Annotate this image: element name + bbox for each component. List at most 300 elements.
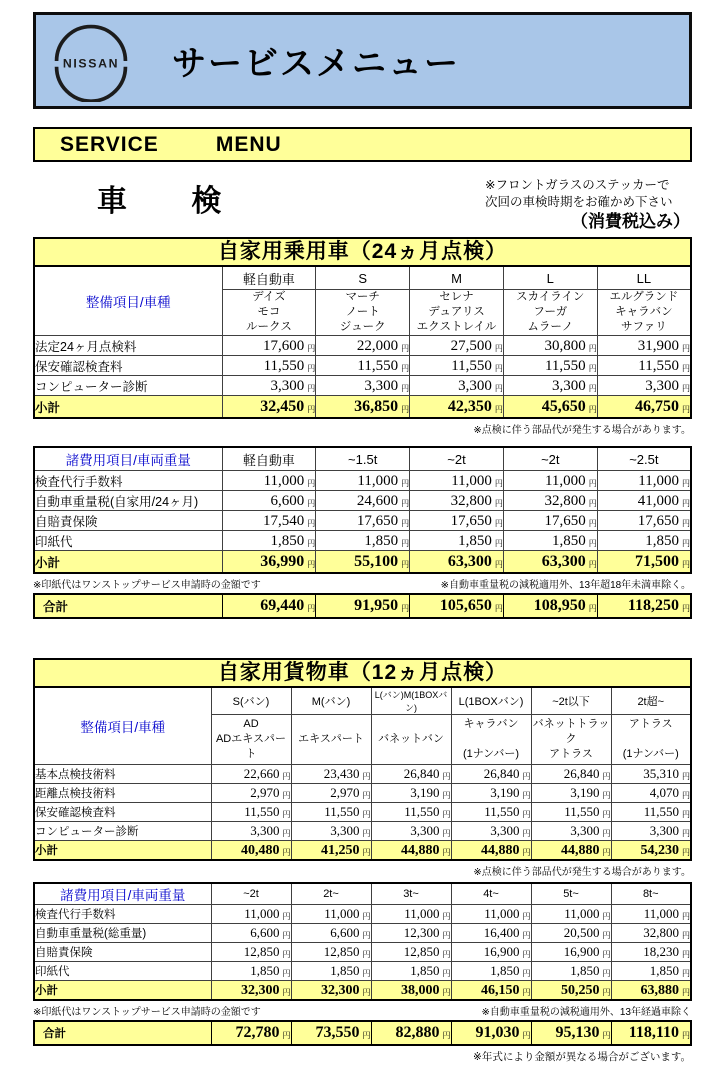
price-cell [451, 943, 531, 962]
fees-subtotal-row [34, 551, 691, 574]
price-cell [316, 336, 410, 356]
tax-included-note: （消費税込み） [571, 212, 690, 231]
maintenance-row [34, 765, 691, 784]
price-value: 11,000 [263, 472, 305, 489]
vehicle-class-header: ~2t以下 [531, 687, 611, 715]
price-value: 63,300 [541, 552, 586, 570]
price-cell [222, 511, 316, 531]
price-cell [410, 471, 504, 491]
price-cell [451, 905, 531, 924]
price-value: 91,950 [354, 597, 399, 614]
vehicle-models-cell [611, 715, 691, 765]
yen-suffix: 円 [522, 969, 531, 978]
price-value: 118,110 [628, 1024, 679, 1041]
vehicle-models-cell [291, 715, 371, 765]
price-cell [611, 803, 691, 822]
price-value: 35,310 [643, 766, 679, 781]
price-cell [611, 905, 691, 924]
row-label: 距離点検技術料 [34, 784, 211, 803]
price-cell [410, 356, 504, 376]
vehicle-models-cell [597, 290, 691, 336]
service-word: SERVICE [60, 132, 159, 156]
yen-suffix: 円 [588, 383, 597, 393]
price-value: 16,900 [483, 944, 520, 959]
yen-suffix: 円 [307, 538, 316, 548]
price-value: 16,900 [563, 944, 600, 959]
model-name: アトラス [628, 718, 673, 730]
price-value: 71,500 [635, 552, 679, 570]
yen-suffix: 円 [602, 950, 611, 959]
yen-suffix: 円 [682, 969, 690, 978]
price-cell [451, 981, 531, 1001]
price-cell [316, 531, 410, 551]
price-value: 82,880 [395, 1024, 440, 1041]
price-value: 41,000 [637, 492, 679, 509]
vehicle-models-cell [531, 715, 611, 765]
price-cell [291, 765, 371, 784]
price-cell [531, 803, 611, 822]
price-value: 11,550 [357, 357, 399, 374]
yen-suffix: 円 [522, 988, 531, 997]
price-cell [531, 924, 611, 943]
price-value: 3,300 [570, 823, 600, 838]
yen-suffix: 円 [588, 363, 597, 373]
yen-suffix: 円 [494, 518, 503, 528]
fees-header-row [34, 883, 691, 905]
model-name: セレナ [439, 291, 474, 303]
price-cell [597, 491, 691, 511]
model-name [452, 732, 531, 747]
page [33, 0, 692, 1063]
row-label: 保安確認検査料 [34, 803, 211, 822]
yen-suffix: 円 [282, 988, 291, 997]
price-cell [316, 551, 410, 574]
price-cell [371, 803, 451, 822]
yen-suffix: 円 [682, 829, 690, 838]
yen-suffix: 円 [588, 478, 597, 488]
yen-suffix: 円 [494, 383, 503, 393]
price-value: 1,850 [490, 963, 520, 978]
price-value: 2,970 [330, 785, 360, 800]
price-value: 36,850 [354, 397, 399, 415]
yen-suffix: 円 [401, 478, 410, 488]
price-value: 32,800 [544, 492, 586, 509]
model-name: デイズ [252, 291, 286, 303]
price-cell [597, 594, 691, 618]
price-cell [222, 376, 316, 396]
weight-tax-note: ※自動車重量税の減税適用外、13年経過車除く [481, 1007, 691, 1018]
price-cell [316, 356, 410, 376]
price-cell [211, 905, 291, 924]
yen-suffix: 円 [602, 988, 611, 997]
price-cell [410, 511, 504, 531]
model-name: エクストレイル [416, 321, 497, 333]
price-value: 11,550 [484, 804, 520, 819]
yen-suffix: 円 [307, 343, 316, 353]
price-cell [410, 396, 504, 419]
maintenance-row [34, 784, 691, 803]
price-value: 55,100 [354, 552, 399, 570]
yen-suffix: 円 [682, 810, 690, 819]
price-cell [371, 981, 451, 1001]
fees-header-row [34, 447, 691, 471]
passenger-price-section [33, 237, 692, 619]
yen-suffix: 円 [494, 478, 503, 488]
price-cell [611, 924, 691, 943]
price-value: 44,880 [401, 843, 440, 858]
yen-suffix: 円 [682, 912, 690, 921]
yen-suffix: 円 [401, 559, 410, 569]
price-cell [503, 531, 597, 551]
yen-suffix: 円 [682, 383, 690, 393]
price-cell [531, 841, 611, 861]
price-cell [531, 981, 611, 1001]
fees-row [34, 491, 691, 511]
parts-cost-note: ※点検に伴う部品代が発生する場合があります。 [473, 425, 691, 436]
price-cell [410, 376, 504, 396]
price-cell [451, 841, 531, 861]
price-cell [371, 784, 451, 803]
price-cell [211, 1021, 291, 1045]
passenger-maintenance-table [33, 265, 692, 419]
price-value: 3,300 [270, 377, 305, 394]
price-value: 6,600 [250, 925, 280, 940]
row-label: 自賠責保険 [34, 511, 222, 531]
yen-suffix: 円 [588, 404, 597, 414]
yen-suffix: 円 [682, 604, 690, 613]
price-cell [211, 962, 291, 981]
price-value: 12,850 [243, 944, 280, 959]
yen-suffix: 円 [588, 343, 597, 353]
price-cell [371, 1021, 451, 1045]
price-cell [531, 765, 611, 784]
weight-class-header: ~1.5t [316, 447, 410, 471]
row-label: コンピューター診断 [34, 822, 211, 841]
price-cell [597, 471, 691, 491]
yen-suffix: 円 [362, 1031, 371, 1040]
weight-class-header: ~2.5t [597, 447, 691, 471]
yen-suffix: 円 [442, 848, 451, 857]
yen-suffix: 円 [682, 791, 690, 800]
price-value: 11,550 [404, 804, 440, 819]
model-name: ムラーノ [527, 321, 574, 333]
fees-corner-label: 諸費用項目/車両重量 [34, 447, 222, 471]
model-name: マーチ [345, 291, 380, 303]
yen-suffix: 円 [362, 848, 371, 857]
weight-class-header: 2t~ [291, 883, 371, 905]
yen-suffix: 円 [682, 363, 690, 373]
price-cell [291, 981, 371, 1001]
price-cell [611, 981, 691, 1001]
yen-suffix: 円 [442, 931, 451, 940]
vehicle-models-cell [410, 290, 504, 336]
yen-suffix: 円 [522, 848, 531, 857]
model-year-note: ※年式により金額が異なる場合がございます。 [473, 1051, 691, 1063]
vehicle-models-cell [371, 715, 451, 765]
yen-suffix: 円 [494, 498, 503, 508]
price-cell [597, 511, 691, 531]
price-cell [503, 551, 597, 574]
price-cell [503, 376, 597, 396]
price-cell [531, 962, 611, 981]
row-label: 基本点検技術料 [34, 765, 211, 784]
yen-suffix: 円 [682, 404, 690, 414]
price-value: 3,300 [649, 823, 679, 838]
yen-suffix: 円 [282, 791, 291, 800]
price-value: 69,440 [260, 597, 305, 614]
price-cell [222, 336, 316, 356]
price-cell [291, 841, 371, 861]
total-row [34, 1021, 691, 1045]
price-value: 2,970 [250, 785, 280, 800]
maintenance-row [34, 822, 691, 841]
price-cell [611, 943, 691, 962]
price-cell [531, 784, 611, 803]
price-value: 50,250 [561, 983, 600, 998]
shaken-section-title [97, 176, 221, 220]
nissan-logo-icon [50, 20, 132, 102]
price-cell [291, 1021, 371, 1045]
maintenance-corner-label: 整備項目/車種 [34, 687, 211, 765]
maintenance-row [34, 803, 691, 822]
weight-tax-note: ※自動車重量税の減税適用外、13年超18年未満車除く。 [440, 580, 691, 591]
price-value: 108,950 [533, 597, 586, 614]
weight-class-header: ~2t [410, 447, 504, 471]
price-value: 17,600 [263, 337, 305, 354]
price-value: 11,000 [357, 472, 399, 489]
price-cell [222, 356, 316, 376]
yen-suffix: 円 [282, 969, 291, 978]
yen-suffix: 円 [401, 343, 410, 353]
price-value: 17,650 [637, 512, 679, 529]
parts-cost-note: ※点検に伴う部品代が発生する場合があります。 [473, 867, 691, 878]
model-name: バネットバン [378, 733, 444, 745]
price-value: 1,850 [551, 532, 586, 549]
price-value: 1,850 [649, 963, 679, 978]
yen-suffix: 円 [682, 848, 690, 857]
yen-suffix: 円 [442, 1031, 451, 1040]
yen-suffix: 円 [602, 931, 611, 940]
price-value: 73,550 [315, 1024, 360, 1041]
yen-suffix: 円 [588, 518, 597, 528]
price-value: 11,550 [324, 804, 360, 819]
yen-suffix: 円 [282, 848, 291, 857]
vehicle-class-header: L [503, 266, 597, 290]
price-value: 22,660 [243, 766, 280, 781]
yen-suffix: 円 [522, 950, 531, 959]
cargo-table-title: 自家用貨物車（12ヵ月点検） [33, 658, 692, 686]
yen-suffix: 円 [282, 950, 291, 959]
model-name: (1ナンバー) [462, 748, 520, 760]
price-cell [211, 981, 291, 1001]
yen-suffix: 円 [588, 538, 597, 548]
price-value: 41,250 [321, 843, 360, 858]
row-label: 印紙代 [34, 531, 222, 551]
vehicle-class-header: L(1BOXバン) [451, 687, 531, 715]
fees-row [34, 924, 691, 943]
model-name: ADエキスパート [215, 733, 287, 760]
price-cell [211, 943, 291, 962]
price-cell [503, 594, 597, 618]
vehicle-class-header: 2t超~ [611, 687, 691, 715]
yen-suffix: 円 [401, 518, 410, 528]
price-value: 1,850 [410, 963, 440, 978]
price-cell [316, 511, 410, 531]
price-value: 11,550 [544, 357, 586, 374]
subtotal-label: 小計 [34, 981, 211, 1001]
yen-suffix: 円 [307, 478, 316, 488]
price-cell [451, 822, 531, 841]
price-value: 17,540 [263, 512, 305, 529]
fees-row [34, 511, 691, 531]
yen-suffix: 円 [494, 559, 503, 569]
price-value: 11,550 [244, 804, 280, 819]
yen-suffix: 円 [362, 829, 371, 838]
yen-suffix: 円 [494, 404, 503, 414]
price-cell [410, 594, 504, 618]
price-value: 105,650 [439, 597, 492, 614]
weight-class-header: 5t~ [531, 883, 611, 905]
yen-suffix: 円 [602, 791, 611, 800]
yen-suffix: 円 [588, 604, 597, 613]
passenger-total-table [33, 593, 692, 619]
price-value: 12,850 [403, 944, 440, 959]
price-cell [597, 356, 691, 376]
yen-suffix: 円 [522, 791, 531, 800]
model-name: AD [243, 718, 259, 730]
subtotal-label: 小計 [34, 396, 222, 419]
row-label: 法定24ヶ月点検料 [34, 336, 222, 356]
price-value: 3,300 [364, 377, 399, 394]
yen-suffix: 円 [401, 363, 410, 373]
maintenance-row [34, 356, 691, 376]
yen-suffix: 円 [682, 772, 690, 781]
model-name: スカイライン [516, 291, 585, 303]
price-cell [611, 822, 691, 841]
price-cell [211, 924, 291, 943]
price-cell [611, 962, 691, 981]
vehicle-models-cell [222, 290, 316, 336]
row-label: 検査代行手数料 [34, 905, 211, 924]
total-label: 合計 [34, 1021, 211, 1045]
price-value: 6,600 [330, 925, 360, 940]
price-cell [371, 841, 451, 861]
price-value: 44,880 [481, 843, 520, 858]
price-cell [291, 962, 371, 981]
price-value: 3,300 [330, 823, 360, 838]
yen-suffix: 円 [362, 791, 371, 800]
yen-suffix: 円 [602, 829, 611, 838]
model-name: キャラバン [615, 306, 673, 318]
price-cell [222, 551, 316, 574]
yen-suffix: 円 [282, 829, 291, 838]
price-value: 54,230 [640, 843, 679, 858]
price-value: 1,850 [250, 963, 280, 978]
fees-row [34, 905, 691, 924]
price-cell [531, 1021, 611, 1045]
vehicle-models-cell [316, 290, 410, 336]
yen-suffix: 円 [522, 1031, 531, 1040]
price-value: 31,900 [637, 337, 679, 354]
price-value: 11,000 [638, 472, 679, 489]
yen-suffix: 円 [602, 772, 611, 781]
price-cell [371, 822, 451, 841]
price-value: 3,300 [250, 823, 280, 838]
fees-corner-label: 諸費用項目/車両重量 [34, 883, 211, 905]
yen-suffix: 円 [494, 538, 503, 548]
yen-suffix: 円 [682, 950, 690, 959]
yen-suffix: 円 [682, 538, 690, 548]
price-value: 46,750 [635, 397, 679, 415]
vehicle-class-header: S(バン) [211, 687, 291, 715]
price-value: 72,780 [235, 1024, 280, 1041]
price-cell [410, 531, 504, 551]
price-value: 12,300 [403, 925, 440, 940]
model-name: エルグランド [609, 291, 679, 303]
price-value: 3,190 [410, 785, 440, 800]
vehicle-models-cell [451, 715, 531, 765]
yen-suffix: 円 [307, 383, 316, 393]
yen-suffix: 円 [682, 988, 690, 997]
price-value: 95,130 [555, 1024, 600, 1041]
price-value: 1,850 [570, 963, 600, 978]
yen-suffix: 円 [522, 829, 531, 838]
maintenance-row [34, 336, 691, 356]
yen-suffix: 円 [682, 931, 690, 940]
price-value: 3,300 [490, 823, 520, 838]
yen-suffix: 円 [362, 950, 371, 959]
yen-suffix: 円 [682, 518, 690, 528]
weight-class-header: 3t~ [371, 883, 451, 905]
price-cell [611, 1021, 691, 1045]
model-name: サファリ [620, 321, 667, 333]
price-value: 11,550 [451, 357, 492, 374]
yen-suffix: 円 [522, 810, 531, 819]
cargo-maintenance-table [33, 686, 692, 861]
price-value: 1,850 [270, 532, 305, 549]
model-name: モコ [257, 306, 281, 318]
model-name: キャラバン [463, 718, 519, 730]
passenger-fees-table [33, 446, 692, 574]
price-value: 11,000 [324, 906, 360, 921]
price-cell [503, 491, 597, 511]
price-cell [291, 924, 371, 943]
windshield-note-line2: 次回の車検時期をお確かめ下さい [485, 195, 673, 209]
price-cell [222, 491, 316, 511]
price-cell [211, 841, 291, 861]
price-value: 11,000 [544, 472, 586, 489]
yen-suffix: 円 [362, 772, 371, 781]
yen-suffix: 円 [442, 912, 451, 921]
price-cell [371, 943, 451, 962]
vehicle-models-cell [503, 290, 597, 336]
row-label: 自動車重量税(自家用/24ヶ月) [34, 491, 222, 511]
vehicle-models-cell [211, 715, 291, 765]
price-value: 40,480 [241, 843, 280, 858]
price-value: 32,450 [260, 397, 305, 415]
price-value: 1,850 [364, 532, 399, 549]
yen-suffix: 円 [362, 988, 371, 997]
price-value: 18,230 [643, 944, 679, 959]
maintenance-subtotal-row [34, 841, 691, 861]
price-cell [316, 594, 410, 618]
yen-suffix: 円 [362, 912, 371, 921]
yen-suffix: 円 [307, 604, 316, 613]
model-name: エキスパート [298, 733, 364, 745]
price-value: 20,500 [563, 925, 600, 940]
yen-suffix: 円 [401, 538, 410, 548]
price-cell [211, 784, 291, 803]
